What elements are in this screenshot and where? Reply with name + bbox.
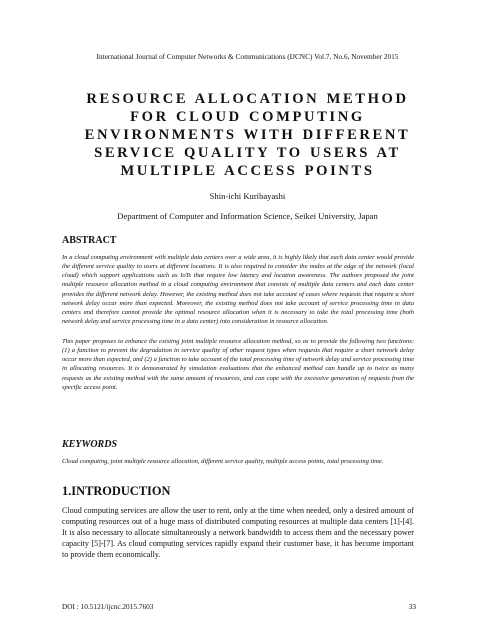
author-affiliation: Department of Computer and Information Science, Seikei University, Japan <box>117 211 378 221</box>
journal-header: International Journal of Computer Networks & Communications (IJCNC) Vol.7, No.6, November 2015 <box>96 52 399 61</box>
author-name: Shin-ichi Kuribayashi <box>209 191 286 201</box>
title-line: SERVICE QUALITY TO USERS AT <box>94 145 401 161</box>
page-number: 33 <box>408 602 416 611</box>
title-line: RESOURCE ALLOCATION METHOD <box>86 91 409 107</box>
abstract-paragraph: This paper proposes to enhance the existing joint multiple resource allocation method, so as to provide the following two functions: (1) a function to prevent the degradation in service quality of other request types when requests that require a short network delay occur more than expected, and (2) a function to take account of the total processing time of network delay and service processing time in allocating resources. It is demonstrated by simulation evaluations that the enhanced method can handle up to twice as many requests as the existing method with the same amount of resources, and can cope with the excessive generation of requests from the specific access point. <box>62 338 414 391</box>
keywords-text: Cloud computing, joint multiple resource allocation, different service quality, multiple access points, total processing time. <box>62 458 384 465</box>
doi-text: DOI : 10.5121/ijcnc.2015.7603 <box>62 602 154 611</box>
abstract-paragraph: In a cloud computing environment with multiple data centers over a wide area, it is highly likely that each data center would provide the different service quality to users at different locations. It is also required to consider the nodes at the edge of the network (local cloud) which support applications such as IoTs that require low latency and location awareness. The authors proposed the joint multiple resource allocation method in a cloud computing environment that consists of multiple data centers and each data center provides the different network delay. However, the existing method does not take account of cases where requests that require a short network delay occur more than expected. Moreover, the existing method does not take account of service processing time in data centers and therefore cannot provide the optimal resource allocation when it is necessary to take the total processing time (both network delay and service processing time in a data center) into consideration in resource allocation. <box>62 254 414 326</box>
page-footer <box>62 602 416 611</box>
abstract-heading: ABSTRACT <box>62 235 117 246</box>
keywords-heading: KEYWORDS <box>62 439 118 450</box>
title-line: MULTIPLE ACCESS POINTS <box>120 163 375 179</box>
title-line: ENVIRONMENTS WITH DIFFERENT <box>84 127 411 143</box>
title-line: FOR CLOUD COMPUTING <box>130 109 365 125</box>
introduction-paragraph: Cloud computing services are allow the user to rent, only at the time when needed, only a desired amount of computing resources out of a huge mass of distributed computing resources at multiple data centers [1]-[4]. It is also necessary to allocate simultaneously a network bandwidth to access them and the necessary power capacity [5]-[7]. As cloud computing services rapidly expand their customer base, it has become important to provide them economically. <box>62 506 414 560</box>
paper-title <box>40 90 455 180</box>
introduction-heading: 1.INTRODUCTION <box>62 484 171 498</box>
